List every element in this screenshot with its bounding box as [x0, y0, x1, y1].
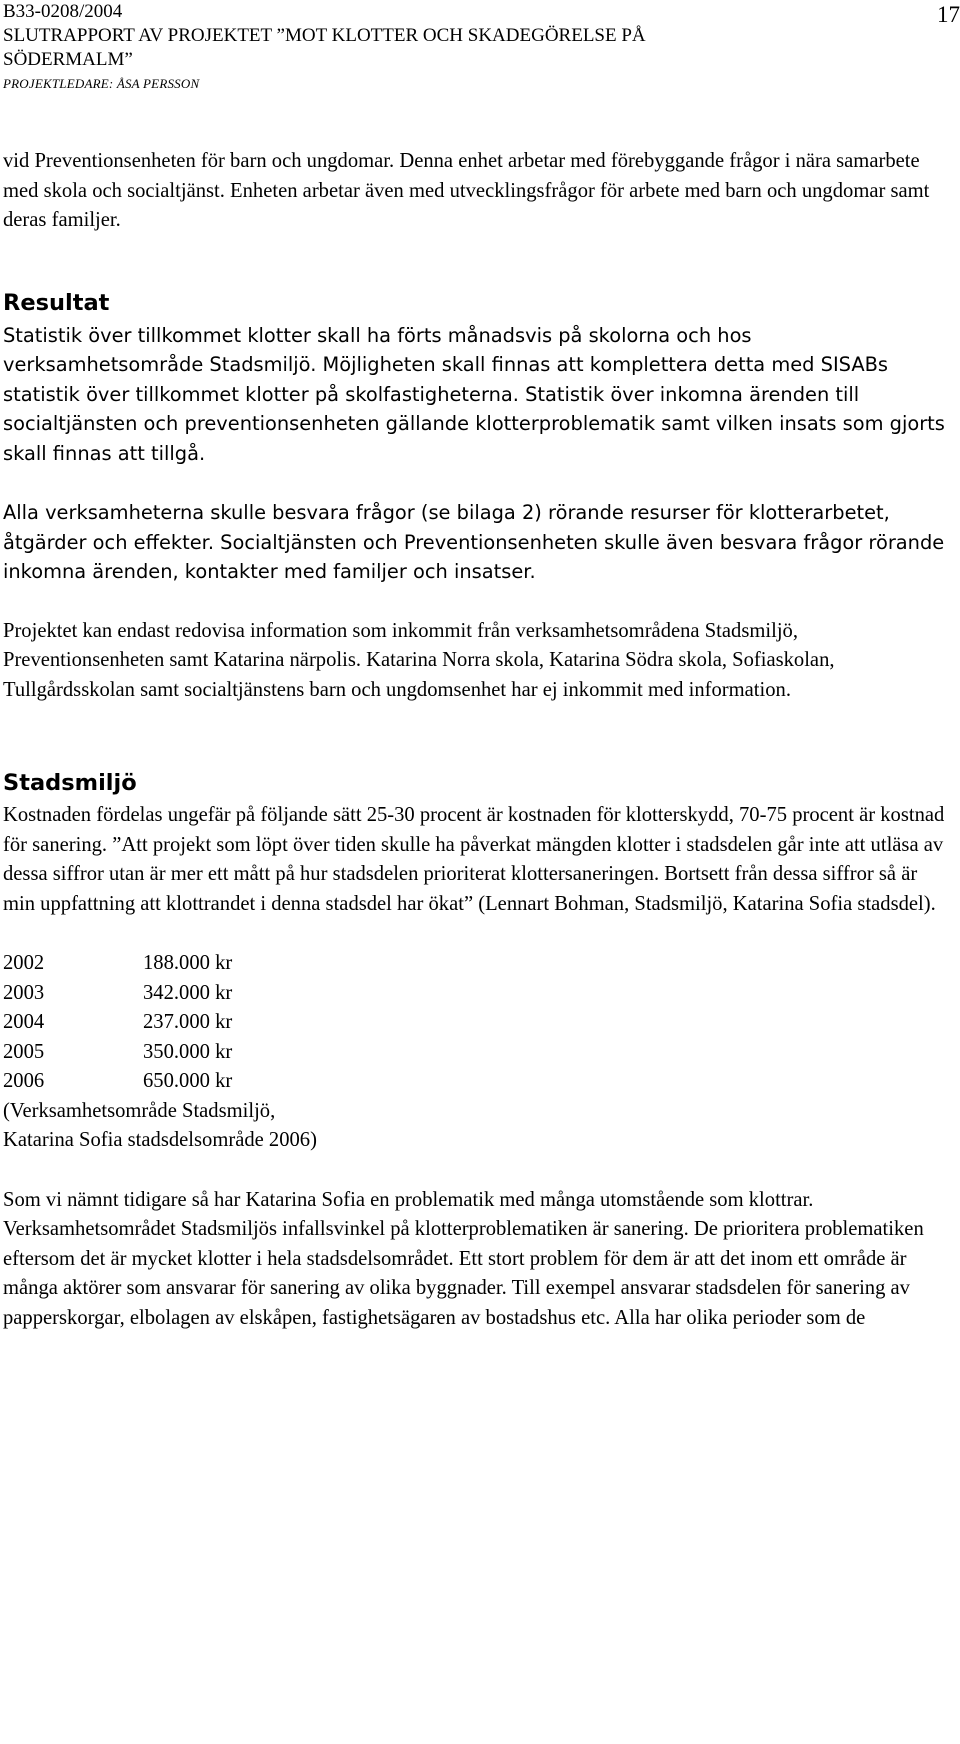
resultat-paragraph-1: Statistik över tillkommet klotter skall ha förts månadsvis på skolorna och hos verksamhetsområde Stadsmiljö. Möjligheten skall finnas att komplettera detta med SISABs statistik över tillkommet klotter på skolfastigheterna. Statistik över inkomna ärenden till socialtjänsten och preventionsenheten gällande klotterproblematik samt vilken insats som gjorts skall finnas att tillgå. [3, 323, 945, 465]
page-header [3, 0, 933, 96]
cost-row [3, 979, 232, 1009]
cost-amount: 342.000 kr [143, 981, 233, 1004]
source-citation [3, 1097, 953, 1156]
stadsmiljo-paragraph-2: Som vi nämnt tidigare så har Katarina Sofia en problematik med många utomstående som klottrar. Verksamhetsområdet Stadsmiljös infallsvinkel på klotterproblematiken är sanering. De prioritera problematiken eftersom det är mycket klotter i hela stadsdelsområdet. Ett stort problem för dem är att det inom ett område är många aktörer som ansvarar för sanering av olika byggnader. Till exempel ansvarar stadsdelen för sanering av papperskorgar, elbolagen av elskåpen, fastighetsägaren av bostadshus etc. Alla har olika perioder som de [3, 1188, 924, 1329]
project-leader: PROJEKTLEDARE: ÅSA PERSSON [3, 76, 200, 91]
cost-amount: 650.000 kr [143, 1070, 233, 1092]
cost-year: 2006 [3, 1070, 45, 1092]
cost-amount: 350.000 kr [143, 1040, 233, 1063]
cost-year: 2005 [3, 1040, 45, 1063]
cost-year: 2003 [3, 981, 45, 1004]
cost-row [3, 949, 232, 979]
cost-row [3, 1067, 232, 1097]
cost-row [3, 1038, 232, 1068]
source-line-1: (Verksamhetsområde Stadsmiljö, [3, 1099, 276, 1122]
cost-table [3, 949, 232, 1097]
cost-amount: 188.000 kr [143, 952, 233, 974]
resultat-paragraph-3: Projektet kan endast redovisa information som inkommit från verksamhetsområdena Stadsmiljö, Preventionsenheten samt Katarina närpolis. Katarina Norra skola, Katarina Södra skola, Sofiaskolan, Tullgårdsskolan samt socialtjänstens barn och ungdomsenhet har ej inkommit med information. [3, 619, 835, 701]
report-title-line-1: SLUTRAPPORT AV PROJEKTET ”MOT KLOTTER OCH SKADEGÖRELSE PÅ [3, 25, 646, 46]
section-heading-resultat: Resultat [3, 289, 110, 316]
page-body [3, 147, 953, 1333]
resultat-paragraph-2: Alla verksamheterna skulle besvara frågor (se bilaga 2) rörande resurser för klotterarbetet, åtgärder och effekter. Socialtjänsten och Preventionsenheten skulle även besvara frågor rörande inkomna ärenden, kontakter med familjer och insatser. [3, 501, 945, 583]
stadsmiljo-paragraph-1: Kostnaden fördelas ungefär på följande sätt 25-30 procent är kostnaden för klotterskydd, 70-75 procent är kostnad för sanering. ”Att projekt som löpt över tiden skulle ha påverkat mängden klotter i stadsdelen går inte att utläsa av dessa siffror utan är mer ett mått på hur stadsdelen prioriterat klottersaneringen. Bortsett från dessa siffror så är min uppfattning att klottrandet i denna stadsdel har ökat” (Lennart Bohman, Stadsmiljö, Katarina Sofia stadsdel). [3, 804, 945, 915]
cost-year: 2004 [3, 1011, 45, 1033]
intro-paragraph: vid Preventionsenheten för barn och ungdomar. Denna enhet arbetar med förebyggande frågor i nära samarbete med skola och socialtjänst. Enheten arbetar även med utvecklingsfrågor för arbete med barn och ungdomar samt deras familjer. [3, 150, 930, 231]
document-id: B33-0208/2004 [3, 1, 123, 22]
cost-year: 2002 [3, 952, 45, 974]
cost-amount: 237.000 kr [143, 1011, 233, 1033]
cost-row [3, 1008, 232, 1038]
section-heading-stadsmiljo: Stadsmiljö [3, 770, 137, 796]
page-number: 17 [937, 2, 960, 27]
report-title-line-2: SÖDERMALM” [3, 49, 133, 70]
source-line-2: Katarina Sofia stadsdelsområde 2006) [3, 1129, 317, 1151]
